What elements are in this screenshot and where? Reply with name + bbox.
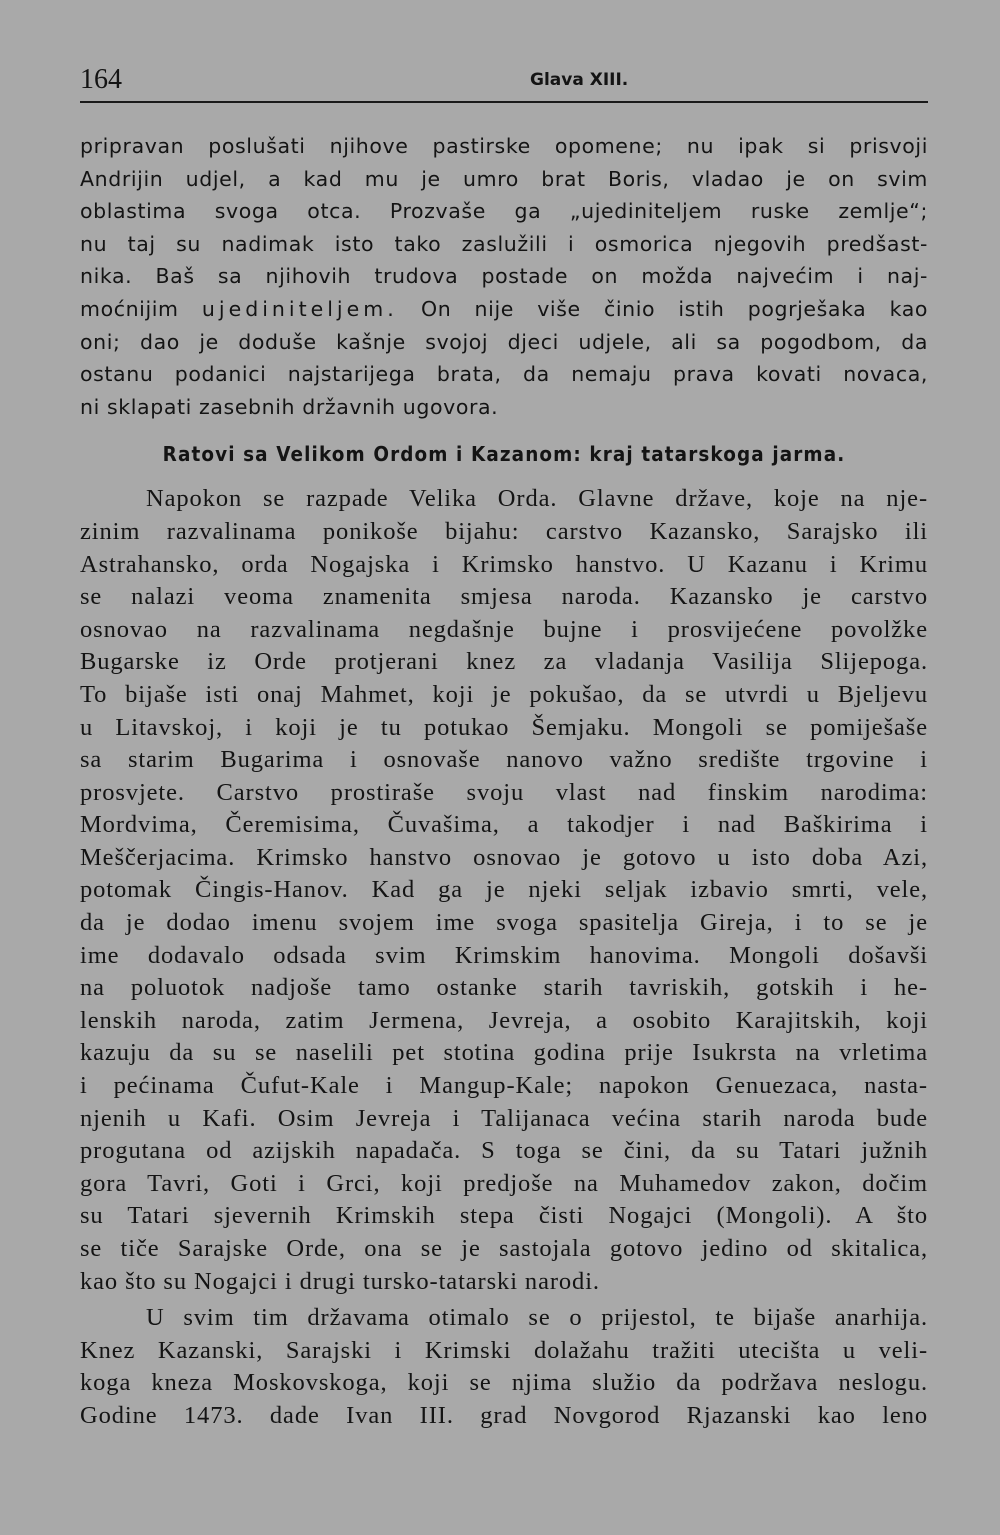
text-line: progutana od azijskih napadača. S toga se čini, da su Tatari južnih: [80, 1137, 928, 1165]
text-line: koga kneza Moskovskoga, koji se njima služio da podržava neslogu.: [80, 1369, 928, 1397]
text-line: njenih u Kafi. Osim Jevreja i Talijanaca većina starih naroda bude: [80, 1104, 928, 1132]
text-line: U svim tim državama otimalo se o prijestol, te bijaše anarhija.: [146, 1304, 928, 1332]
spaced-emphasis: ujediniteljem.: [201, 296, 398, 321]
text-line: Andrijin udjel, a kad mu je umro brat Boris, vladao je on svim: [80, 166, 928, 191]
text-line: pripravan poslušati njihove pastirske opomene; nu ipak si prisvoji: [80, 134, 928, 158]
line-end: On nije više činio istih pogrješaka kao: [420, 296, 928, 321]
text-line: potomak Čingis-Hanov. Kad ga je njeki seljak izbavio smrti, vele,: [80, 876, 928, 904]
text-line: Mordvima, Čeremisima, Čuvašima, a takodjer i nad Baškirima i: [80, 811, 928, 839]
text-line: nika. Baš sa njihovih trudova postade on možda najvećim i naj-: [80, 264, 928, 289]
paragraph-1: [80, 130, 928, 423]
text-line: osnovao na razvalinama negdašnje bujne i prosvijećene povolžke: [80, 615, 928, 643]
text-line: ni sklapati zasebnih državnih ugovora.: [80, 394, 499, 419]
text-line: se tiče Sarajske Orde, ona se je sastojala gotovo jedino od skitalica,: [80, 1235, 928, 1262]
page-header: [80, 62, 928, 98]
header-rule: [80, 101, 928, 103]
running-head: Glava XIII.: [530, 70, 629, 90]
text-line: lenskih naroda, zatim Jermena, Jevreja, a osobito Karajitskih, koji: [80, 1006, 928, 1034]
text-line: Meščerjacima. Krimsko hanstvo osnovao je gotovo u isto doba Azi,: [80, 843, 928, 871]
text-line: se nalazi veoma znamenita smjesa naroda. Kazansko je carstvo: [80, 583, 928, 611]
text-line: gora Tavri, Goti i Grci, koji predjoše na Muhamedov zakon, dočim: [80, 1169, 928, 1197]
text-line: u Litavskoj, i koji je tu potukao Šemjaku. Mongoli se pomiješaše: [80, 713, 928, 741]
text-line: i pećinama Čufut-Kale i Mangup-Kale; napokon Genuezaca, nasta-: [80, 1072, 928, 1100]
text-line: Napokon se razpade Velika Orda. Glavne države, koje na nje-: [146, 485, 928, 513]
text-line: Knez Kazanski, Sarajski i Krimski dolažahu tražiti utecišta u veli-: [80, 1336, 928, 1364]
text-line: oni; dao je doduše kašnje svojoj djeci udjele, ali sa pogodbom, da: [80, 329, 928, 354]
paragraph-2: [80, 483, 928, 1298]
text-line: oblastima svoga otca. Prozvaše ga „ujediniteljem ruske zemlje“;: [80, 199, 928, 224]
text-line: su Tatari sjevernih Krimskih stepa čisti Nogajci (Mongoli). A što: [80, 1202, 928, 1230]
line-start: moćnijim: [80, 296, 179, 321]
text-line: Astrahansko, orda Nogajska i Krimsko hanstvo. U Kazanu i Krimu: [80, 550, 928, 578]
text-line: kazuju da su se naselili pet stotina godina prije Isukrsta na vrletima: [80, 1039, 928, 1067]
text-line: kao što su Nogajci i drugi tursko-tatarski narodi.: [80, 1267, 600, 1295]
text-line: nu taj su nadimak isto tako zaslužili i osmorica njegovih predšast-: [80, 231, 928, 256]
text-line: na poluotok nadjoše tamo ostanke starih tavriskih, gotskih i he-: [80, 974, 928, 1002]
text-line: zinim razvalinama ponikoše bijahu: carstvo Kazansko, Sarajsko ili: [80, 517, 928, 545]
section-heading: Ratovi sa Velikom Ordom i Kazanom: kraj tatarskoga jarma.: [162, 442, 846, 467]
page-number: 164: [80, 64, 122, 95]
text-line: sa starim Bugarima i osnovaše nanovo važno središte trgovine i: [80, 746, 928, 774]
text-line: ime dodavalo odsada svim Krimskim hanovima. Mongoli došavši: [80, 941, 928, 969]
text-line: [80, 293, 928, 326]
text-line: To bijaše isti onaj Mahmet, koji je pokušao, da se utvrdi u Bjeljevu: [80, 680, 928, 708]
text-line: ostanu podanici najstarijega brata, da nemaju prava kovati novaca,: [80, 362, 928, 387]
text-line: Bugarske iz Orde protjerani knez za vladanja Vasilija Slijepoga.: [80, 648, 928, 676]
text-line: da je dodao imenu svojem ime svoga spasitelja Gireja, i to se je: [80, 909, 928, 937]
page-body: [80, 130, 928, 1433]
text-line: prosvjete. Carstvo prostiraše svoju vlast nad finskim narodima:: [80, 778, 928, 806]
paragraph-3: [80, 1302, 928, 1432]
text-line: Godine 1473. dade Ivan III. grad Novgorod Rjazanski kao leno: [80, 1401, 928, 1429]
